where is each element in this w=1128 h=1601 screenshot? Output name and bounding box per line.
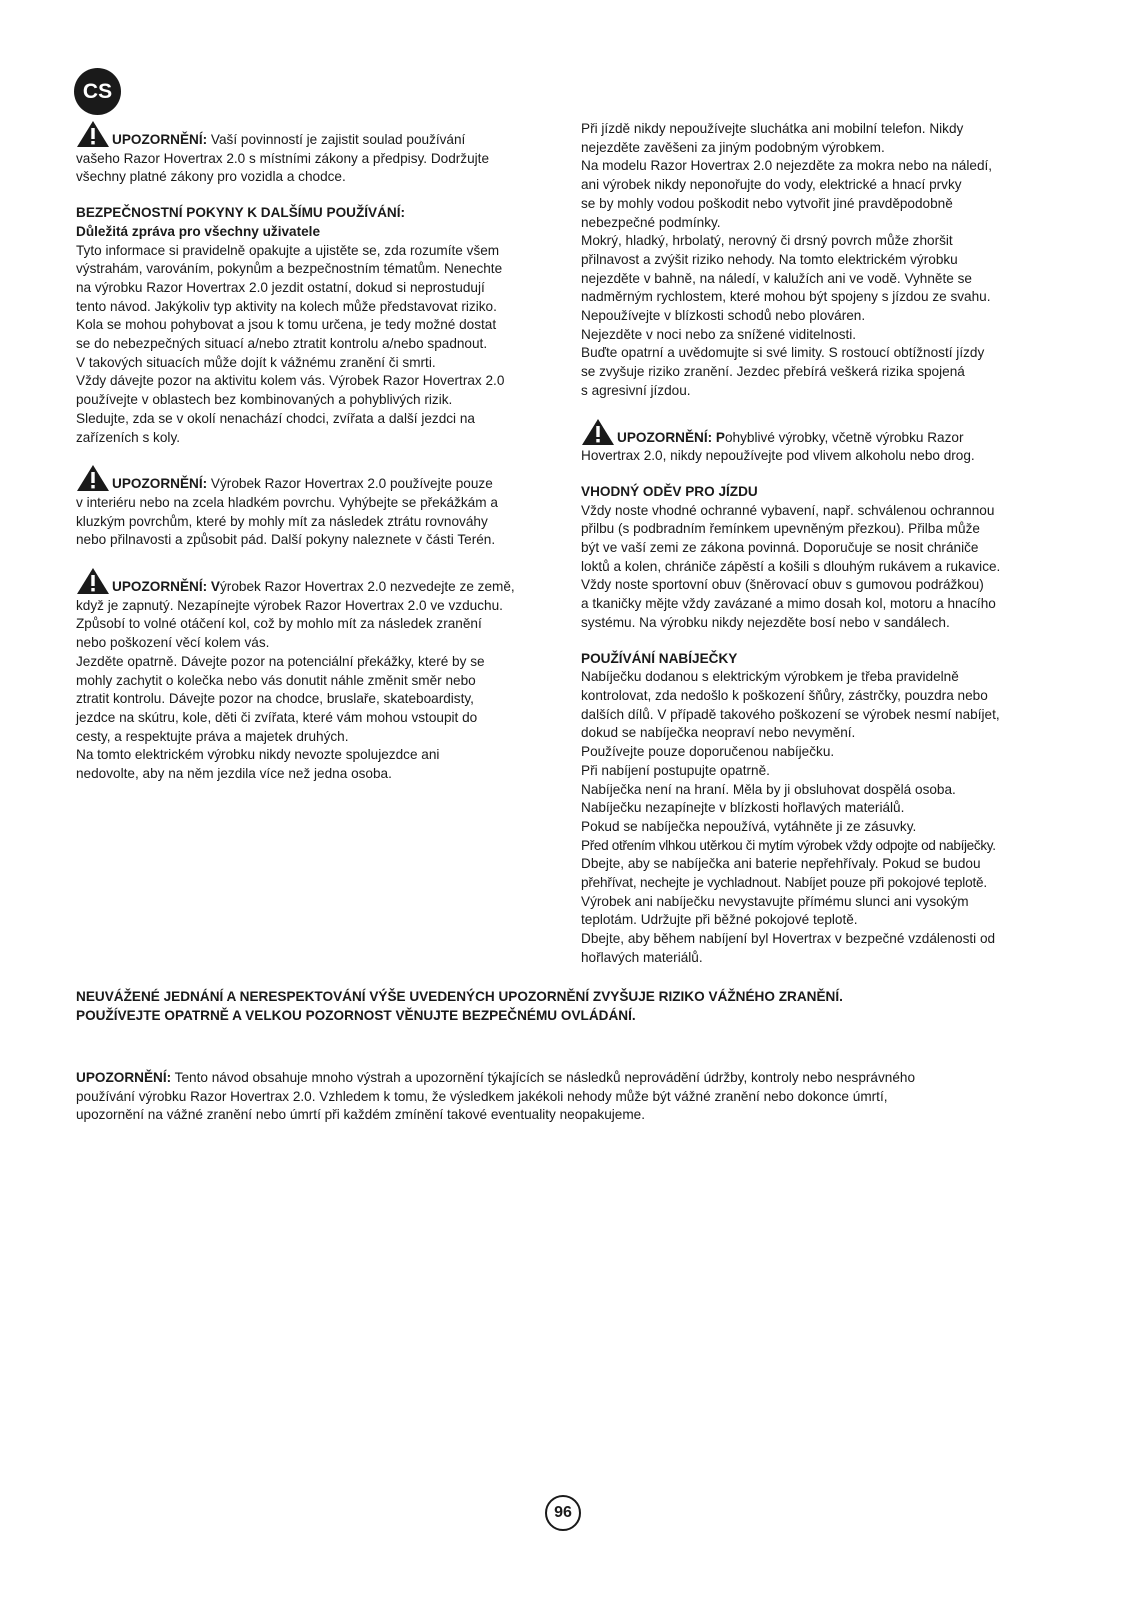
caution-caps	[76, 988, 1056, 1025]
text-line: s agresivní jízdou.	[581, 382, 691, 398]
warning-triangle-icon	[76, 464, 110, 492]
text-line: být ve vaší zemi ze zákona povinná. Doporučuje se nosit chrániče	[581, 540, 979, 556]
text-line: ani výrobek nikdy neponořujte do vody, elektrické a hnací prvky	[581, 177, 962, 193]
text-line: Používejte pouze doporučenou nabíječku.	[581, 744, 835, 760]
text-line: Vždy noste sportovní obuv (šněrovací obuv s gumovou podrážkou)	[581, 577, 984, 593]
clothing-section	[581, 483, 1051, 633]
text-line: Před otřením vlhkou utěrkou či mytím výrobek vždy odpojte od nabíječky.	[581, 837, 996, 853]
text-line: Pokud se nabíječka nepoužívá, vytáhněte ji ze zásuvky.	[581, 818, 917, 834]
text-line: ztratit kontrolu. Dávejte pozor na chodce, bruslaře, skateboardisty,	[76, 691, 474, 707]
text-line: Tento návod obsahuje mnoho výstrah a upozornění týkajících se následků neprovádění údržby, kontroly nebo nesprávného	[171, 1070, 916, 1085]
safety-subheading: Důležitá zpráva pro všechny uživatele	[76, 223, 321, 239]
text-line: Vždy noste vhodné ochranné vybavení, např. schválenou ochrannou	[581, 502, 995, 518]
text-line: Na tomto elektrickém výrobku nikdy nevozte spolujezdce ani	[76, 747, 440, 763]
text-line: nejezděte zavěšeni za jiným podobným výrobkem.	[581, 139, 885, 155]
text-line: jezdce na skútru, kole, děti či zvířata, které vám mohou vstoupit do	[76, 709, 478, 725]
text-line: nebo přilnavosti a způsobit pád. Další pokyny naleznete v části Terén.	[76, 532, 496, 548]
language-code: CS	[82, 79, 113, 103]
text-line: se zvyšuje riziko zranění. Jezdec přebírá veškerá rizika spojená	[581, 364, 965, 380]
text-line: Nabíječku nezapínejte v blízkosti hořlavých materiálů.	[581, 800, 905, 816]
text-line: na výrobku Razor Hovertrax 2.0 jezdit ostatní, dokud si neprostudují	[76, 279, 485, 295]
text-line: přilbu (s podbradním řemínkem upevněným přezkou). Přilba může	[581, 521, 980, 537]
text-line: nejezděte v bahně, na náledí, v kalužích ani ve vodě. Vyhněte se	[581, 270, 972, 286]
text-line: loktů a kolen, chrániče zápěstí a košili s dlouhým rukávem a rukavice.	[581, 558, 1001, 574]
text-line: nebezpečné podmínky.	[581, 214, 721, 230]
text-line: Dbejte, aby během nabíjení byl Hovertrax v bezpečné vzdálenosti od	[581, 931, 996, 947]
warning-label: UPOZORNĚNÍ:	[112, 476, 208, 492]
warning-triangle-icon	[581, 418, 615, 446]
warning-compliance	[76, 120, 556, 187]
text-line: cesty, a respektujte práva a majetek druhých.	[76, 728, 349, 744]
warning-triangle-icon	[76, 567, 110, 595]
text-line: ohyblivé výrobky, včetně výrobku Razor	[725, 429, 964, 445]
text-line: Kola se mohou pohybovat a jsou k tomu určena, je tedy možné dostat	[76, 317, 497, 333]
text-line: používejte v oblastech bez kombinovaných a pohyblivých rizik.	[76, 392, 453, 408]
text-line: Dbejte, aby se nabíječka ani baterie nepřehřívaly. Pokud se budou	[581, 856, 981, 872]
text-line: ýrobek Razor Hovertrax 2.0 nezvedejte ze země,	[220, 579, 515, 595]
left-column	[76, 120, 556, 801]
text-line: v interiéru nebo na zcela hladkém povrchu. Vyhýbejte se překážkám a	[76, 494, 498, 510]
text-line: používání výrobku Razor Hovertrax 2.0. Vzhledem k tomu, že výsledkem jakékoli nehody může být vážné zranění nebo dokonce úmrtí,	[76, 1088, 888, 1104]
text-line: Výrobek ani nabíječku nevystavujte přímému slunci ani vysokým	[581, 893, 969, 909]
text-line: tento návod. Jakýkoliv typ aktivity na kolech může představovat riziko.	[76, 298, 497, 314]
text-line: upozornění na vážné zranění nebo úmrtí při každém zmínění takové eventuality neopakujeme.	[76, 1107, 646, 1123]
text-line: Hovertrax 2.0, nikdy nepoužívejte pod vlivem alkoholu nebo drog.	[581, 448, 975, 464]
warning-surface	[76, 464, 556, 550]
text-line: dokud se nabíječka neopraví nebo nevymění.	[581, 725, 856, 741]
warning-alcohol	[581, 418, 1051, 466]
text-line: zařízeních s koly.	[76, 429, 181, 445]
text-line: přehřívat, nechejte je vychladnout. Nabíjet pouze při pokojové teplotě.	[581, 875, 987, 891]
text-line: výstrahám, varováním, pokynům a bezpečnostním tématům. Nenechte	[76, 261, 503, 277]
warning-label: UPOZORNĚNÍ:	[112, 132, 208, 147]
closing-note	[76, 1069, 1056, 1125]
text-line: Vaší povinností je zajistit soulad používání	[207, 132, 466, 147]
warning-label: UPOZORNĚNÍ: V	[112, 579, 220, 595]
text-line: se by mohly vodou poškodit nebo vytvořit jiné pravděpodobně	[581, 195, 953, 211]
charger-heading: POUŽÍVÁNÍ NABÍJEČKY	[581, 650, 738, 666]
warning-triangle-icon	[76, 120, 110, 148]
page-number-text: 96	[554, 1504, 572, 1521]
caps-line: POUŽÍVEJTE OPATRNĚ A VELKOU POZORNOST VĚNUJTE BEZPEČNÉMU OVLÁDÁNÍ.	[76, 1007, 636, 1023]
page-number	[545, 1495, 581, 1531]
text-line: kontrolovat, zda nedošlo k poškození šňůry, zástrčky, pouzdra nebo	[581, 687, 988, 703]
charger-section	[581, 650, 1051, 968]
text-line: nadměrným rychlostem, které mohou být spojeny s jízdou ze svahu.	[581, 289, 991, 305]
text-line: dalších dílů. V případě takového poškození se výrobek nesmí nabíjet,	[581, 706, 1000, 722]
note-label: UPOZORNĚNÍ:	[76, 1070, 172, 1085]
text-line: V takových situacích může dojít k vážnému zranění či smrti.	[76, 354, 436, 370]
language-badge	[74, 68, 121, 115]
right-column	[581, 120, 1051, 985]
text-line: nebo poškození věcí kolem vás.	[76, 635, 270, 651]
warning-label: UPOZORNĚNÍ: P	[617, 429, 725, 445]
text-line: nedovolte, aby na něm jezdila více než jedna osoba.	[76, 766, 392, 782]
text-line: teplotám. Udržujte při běžné pokojové teplotě.	[581, 912, 858, 928]
text-line: Nejezděte v noci nebo za snížené viditelnosti.	[581, 326, 857, 342]
text-line: Vždy dávejte pozor na aktivitu kolem vás. Výrobek Razor Hovertrax 2.0	[76, 373, 505, 389]
caps-line: NEUVÁŽENÉ JEDNÁNÍ A NERESPEKTOVÁNÍ VÝŠE UVEDENÝCH UPOZORNĚNÍ ZVYŠUJE RIZIKO VÁŽNÉHO ZRANĚNÍ.	[76, 989, 843, 1004]
text-line: Způsobí to volné otáčení kol, což by mohlo mít za následek zranění	[76, 616, 482, 632]
text-line: Nabíječka není na hraní. Měla by ji obsluhovat dospělá osoba.	[581, 781, 956, 797]
text-line: Nepoužívejte v blízkosti schodů nebo plováren.	[581, 308, 866, 324]
riding-rules	[581, 120, 1051, 401]
text-line: Jezděte opatrně. Dávejte pozor na potenciální překážky, které by se	[76, 653, 485, 669]
text-line: se do nebezpečných situací a/nebo ztratit kontrolu a/nebo spadnout.	[76, 336, 488, 352]
text-line: Sledujte, zda se v okolí nenachází chodci, zvířata a další jezdci na	[76, 410, 475, 426]
text-line: přilnavost a zvýšit riziko nehody. Na tomto elektrickém výrobku	[581, 251, 958, 267]
text-line: systému. Na výrobku nikdy nejezděte bosí nebo v sandálech.	[581, 614, 950, 630]
safety-section	[76, 204, 556, 447]
text-line: když je zapnutý. Nezapínejte výrobek Razor Hovertrax 2.0 ve vzduchu.	[76, 597, 503, 613]
text-line: Mokrý, hladký, hrbolatý, nerovný či drsný povrch může zhoršit	[581, 233, 953, 249]
text-line: vašeho Razor Hovertrax 2.0 s místními zákony a předpisy. Dodržujte	[76, 150, 490, 166]
clothing-heading: VHODNÝ ODĚV PRO JÍZDU	[581, 483, 758, 499]
text-line: Tyto informace si pravidelně opakujte a ujistěte se, zda rozumíte všem	[76, 242, 500, 258]
text-line: Na modelu Razor Hovertrax 2.0 nejezděte za mokra nebo na náledí,	[581, 158, 993, 174]
text-line: mohly zachytit o kolečka nebo vás donutit náhle změnit směr nebo	[76, 672, 476, 688]
warning-lifting	[76, 567, 556, 784]
safety-heading: BEZPEČNOSTNÍ POKYNY K DALŠÍMU POUŽÍVÁNÍ:	[76, 205, 406, 221]
text-line: Nabíječku dodanou s elektrickým výrobkem je třeba pravidelně	[581, 669, 959, 685]
text-line: Výrobek Razor Hovertrax 2.0 používejte pouze	[207, 476, 493, 492]
text-line: Při jízdě nikdy nepoužívejte sluchátka ani mobilní telefon. Nikdy	[581, 121, 964, 136]
text-line: Při nabíjení postupujte opatrně.	[581, 762, 770, 778]
text-line: hořlavých materiálů.	[581, 949, 703, 965]
text-line: Buďte opatrní a uvědomujte si své limity. S rostoucí obtížností jízdy	[581, 345, 985, 361]
text-line: a tkaničky mějte vždy zavázané a mimo dosah kol, motoru a hnacího	[581, 596, 996, 612]
text-line: všechny platné zákony pro vozidla a chodce.	[76, 169, 346, 185]
text-line: kluzkým povrchům, které by mohly mít za následek ztrátu rovnováhy	[76, 513, 488, 529]
